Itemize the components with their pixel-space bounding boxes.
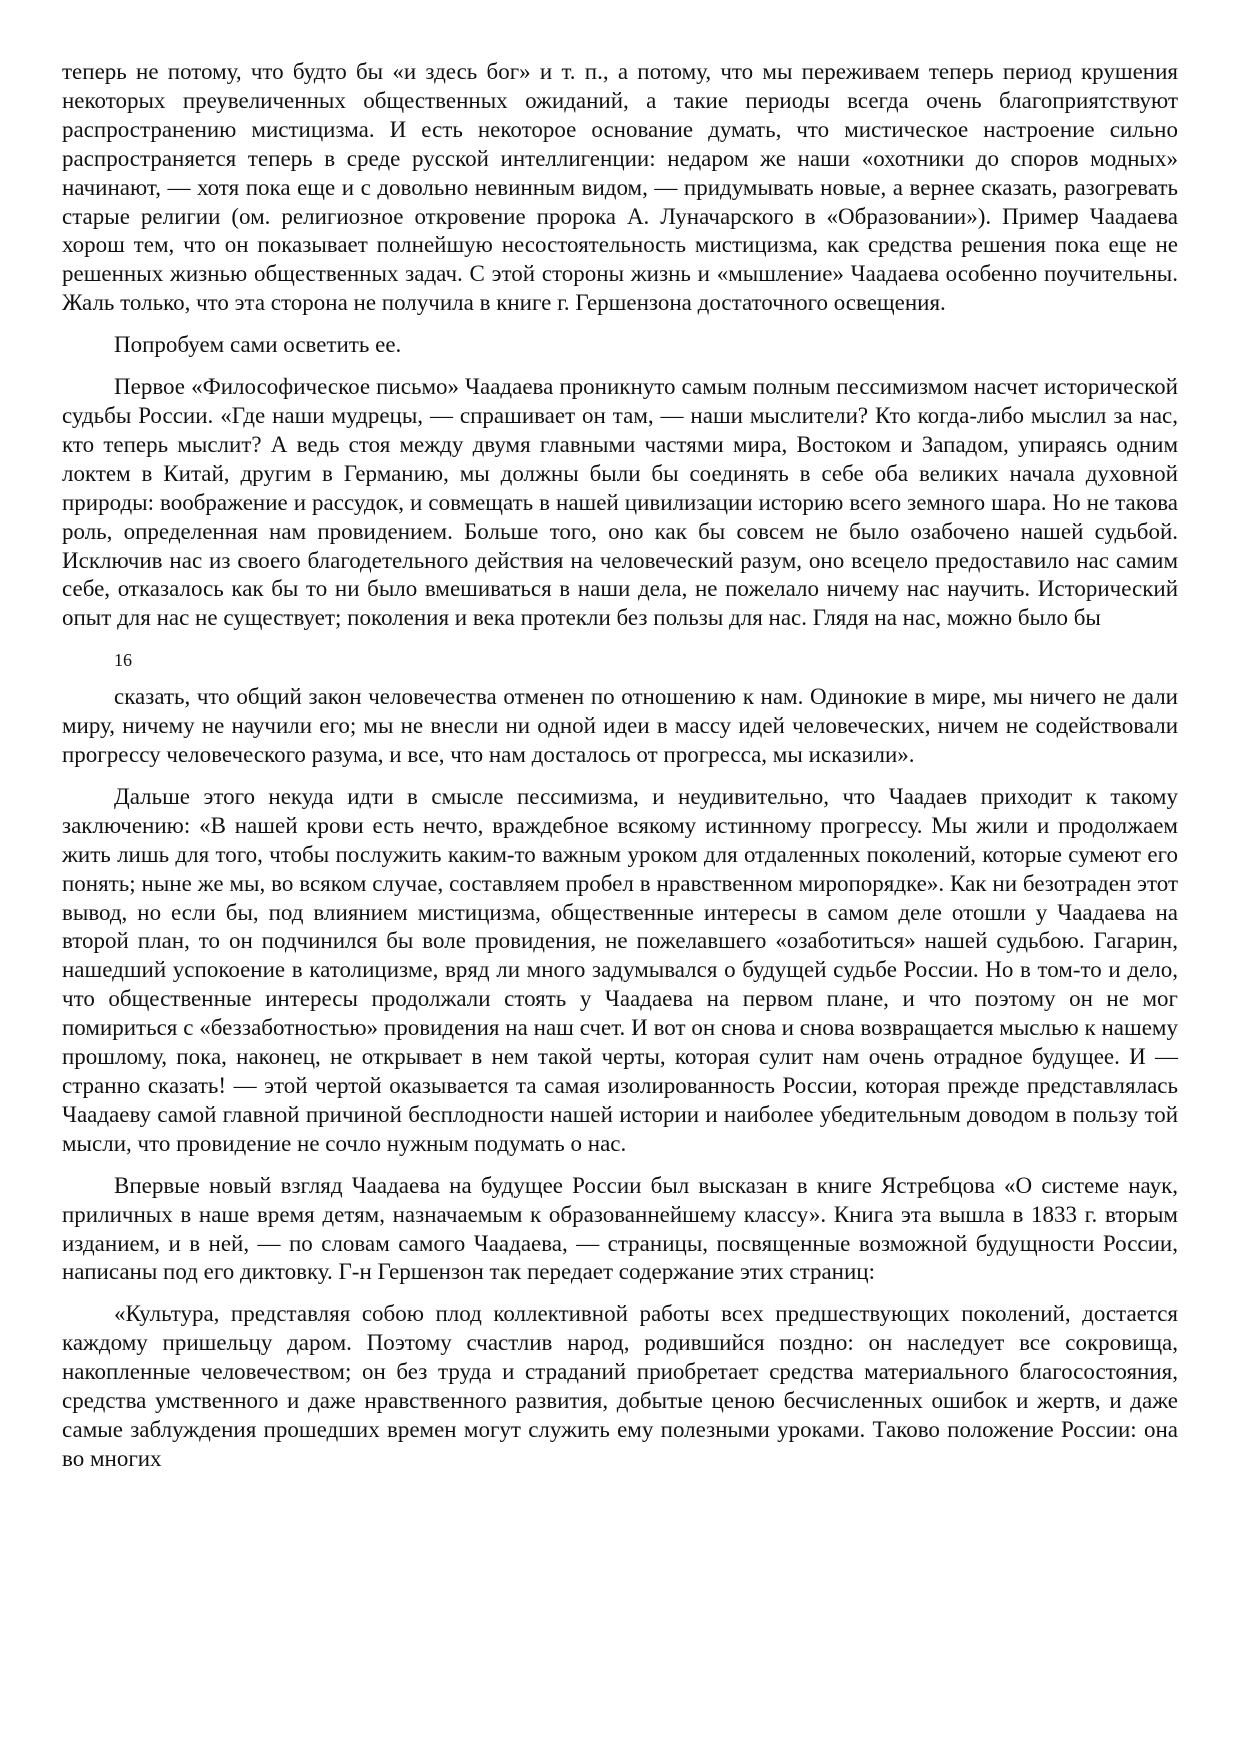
page-number: 16 [114, 650, 132, 671]
paragraph-2: Попробуем сами осветить ее. [114, 332, 402, 358]
paragraph-6: Впервые новый взгляд Чаадаева на будущее России был высказан в книге Ястребцова «О системе наук, приличных в наше время детям, назначаемым к образованнейшему классу». Книга эта вышла в 1833 г. вторым изданием, и в ней, — по словам самого Чаадаева, — страницы, посвященные возможной будущности России, написаны под его диктовку. Г-н Гершензон так передает содержание этих страниц: [62, 1172, 1178, 1285]
document-page [62, 58, 1178, 1474]
paragraph-5: Дальше этого некуда идти в смысле пессимизма, и неудивительно, что Чаадаев приходит к такому заключению: «В нашей крови есть нечто, враждебное всякому истинному прогрессу. Мы жили и продолжаем жить лишь для того, чтобы послужить каким-то важным уроком для отдаленных поколений, которые сумеют его понять; ныне же мы, во всяком случае, составляем пробел в нравственном миропорядке». Как ни безотраден этот вывод, но если бы, под влиянием мистицизма, общественные интересы в самом деле отошли у Чаадаева на второй план, то он подчинился бы воле провидения, не пожелавшего «озаботиться» нашей судьбою. Гагарин, нашедший успокоение в католицизме, вряд ли много задумывался о будущей судьбе России. Но в том-то и дело, что общественные интересы продолжали стоять у Чаадаева на первом плане, и что поэтому он не мог помириться с «беззаботностью» провидения на наш счет. И вот он снова и снова возвращается мыслью к нашему прошлому, пока, наконец, не открывает в нем такой черты, которая сулит нам очень отрадное будущее. И — странно сказать! — этой чертой оказывается та самая изолированность России, которая прежде представлялась Чаадаеву самой главной причиной бесплодности нашей истории и наиболее убедительным доводом в пользу той мысли, что провидение не сочло нужным подумать о нас. [62, 783, 1178, 1156]
paragraph-4: сказать, что общий закон человечества отменен по отношению к нам. Одинокие в мире, мы ничего не дали миру, ничему не научили его; мы не внесли ни одной идеи в массу идей человеческих, ничем не содействовали прогрессу человеческого разума, и все, что нам досталось от прогресса, мы исказили». [62, 684, 1178, 768]
paragraph-7: «Культура, представляя собою плод коллективной работы всех предшествующих поколений, достается каждому пришельцу даром. Поэтому счастлив народ, родившийся поздно: он наследует все сокровища, накопленные человечеством; он без труда и страданий приобретает средства материального благосостояния, средства умственного и даже нравственного развития, добытые ценою бесчисленных ошибок и жертв, и даже самые заблуждения прошедших времен могут служить ему полезными уроками. Таково положение России: она во многих [62, 1301, 1178, 1471]
paragraph-3: Первое «Философическое письмо» Чаадаева проникнуто самым полным пессимизмом насчет исторической судьбы России. «Где наши мудрецы, — спрашивает он там, — наши мыслители? Кто когда-либо мыслил за нас, кто теперь мыслит? А ведь стоя между двумя главными частями мира, Востоком и Западом, упираясь одним локтем в Китай, другим в Германию, мы должны были бы соединять в себе оба великих начала духовной природы: воображение и рассудок, и совмещать в нашей цивилизации историю всего земного шара. Но не такова роль, определенная нам провидением. Больше того, оно как бы совсем не было озабочено нашей судьбой. Исключив нас из своего благодетельного действия на человеческий разум, оно всецело предоставило нас самим себе, отказалось как бы то ни было вмешиваться в наши дела, не пожелало ничему нас научить. Исторический опыт для нас не существует; поколения и века протекли без пользы для нас. Глядя на нас, можно было бы [62, 374, 1178, 631]
paragraph-1: теперь не потому, что будто бы «и здесь бог» и т. п., а потому, что мы переживаем теперь период крушения некоторых преувеличенных общественных ожиданий, а такие периоды всегда очень благоприятствуют распространению мистицизма. И есть некоторое основание думать, что мистическое настроение сильно распространяется теперь в среде русской интеллигенции: недаром же наши «охотники до споров модных» начинают, — хотя пока еще и с довольно невинным видом, — придумывать новые, а вернее сказать, разогревать старые религии (ом. религиозное откровение пророка А. Луначарского в «Образовании»). Пример Чаадаева хорош тем, что он показывает полнейшую несостоятельность мистицизма, как средства решения пока еще не решенных жизнью общественных задач. С этой стороны жизнь и «мышление» Чаадаева особенно поучительны. Жаль только, что эта сторона не получила в книге г. Гершензона достаточного освещения. [62, 59, 1178, 316]
